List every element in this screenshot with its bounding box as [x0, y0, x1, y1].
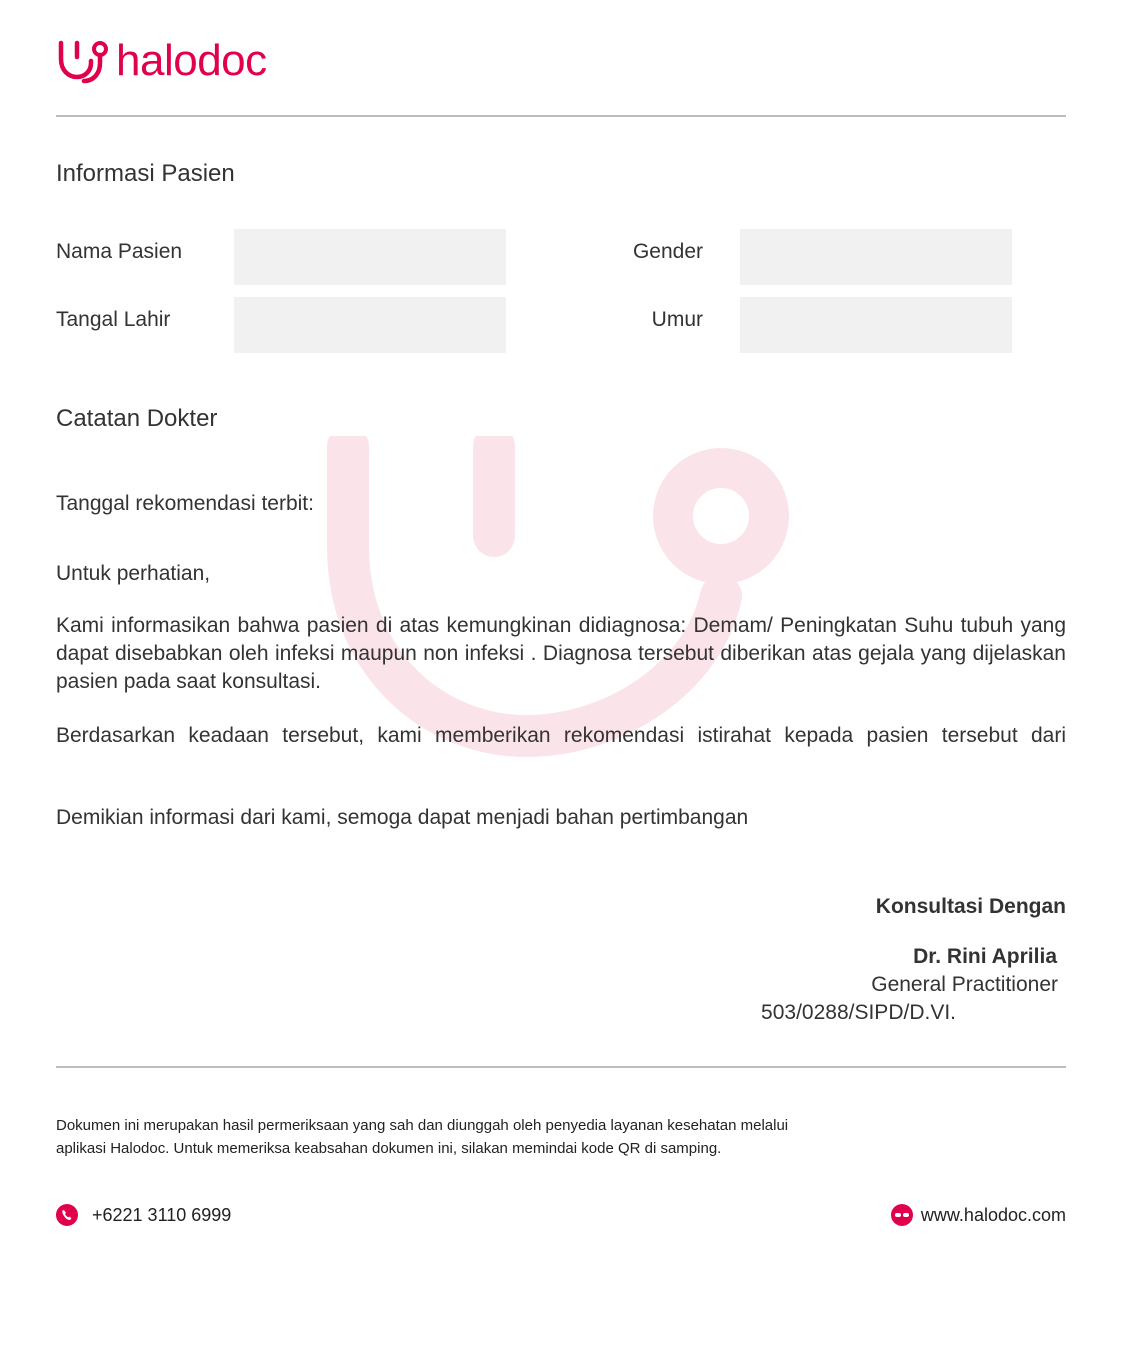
issue-date-label: Tanggal rekomendasi terbit: — [56, 492, 314, 515]
brand-name: halodoc — [116, 36, 267, 85]
doctor-notes-title: Catatan Dokter — [56, 405, 218, 432]
halodoc-logo — [56, 36, 267, 86]
recommendation-paragraph: Berdasarkan keadaan tersebut, kami memberikan rekomendasi istirahat kepada pasien tersebut dari — [56, 724, 1066, 747]
footer-note — [56, 1114, 956, 1160]
patient-name-value — [234, 229, 506, 257]
footer-note-line1: Dokumen ini merupakan hasil permeriksaan yang sah dan diunggah oleh penyedia layanan kesehatan melalui — [56, 1117, 789, 1134]
age-label: Umur — [651, 308, 703, 331]
website-contact[interactable] — [891, 1204, 1066, 1226]
gender-value — [740, 229, 1012, 257]
phone-contact[interactable] — [56, 1204, 231, 1226]
age-field — [740, 297, 1012, 353]
header-divider — [56, 115, 1066, 117]
patient-info-title: Informasi Pasien — [56, 160, 235, 187]
patient-name-field — [234, 229, 506, 285]
doctor-license: 503/0288/SIPD/D.VI. — [761, 1001, 956, 1024]
footer-divider — [56, 1066, 1066, 1068]
gender-field — [740, 229, 1012, 285]
globe-icon — [891, 1204, 913, 1226]
doctor-specialty: General Practitioner — [871, 973, 1058, 996]
phone-icon — [56, 1204, 78, 1226]
dob-value — [234, 297, 506, 325]
gender-label: Gender — [632, 240, 703, 263]
doctor-name: Dr. Rini Aprilia — [913, 945, 1057, 968]
dob-field — [234, 297, 506, 353]
footer-note-line2: aplikasi Halodoc. Untuk memeriksa keabsahan dokumen ini, silakan memindai kode QR di samping. — [56, 1140, 722, 1157]
closing-text: Demikian informasi dari kami, semoga dapat menjadi bahan pertimbangan — [56, 806, 749, 829]
greeting-text: Untuk perhatian, — [56, 562, 211, 585]
patient-name-label: Nama Pasien — [56, 240, 183, 263]
dob-label: Tangal Lahir — [56, 308, 171, 331]
phone-number: +6221 3110 6999 — [92, 1204, 232, 1225]
website-url: www.halodoc.com — [920, 1204, 1066, 1225]
diagnosis-paragraph: Kami informasikan bahwa pasien di atas kemungkinan didiagnosa: Demam/ Peningkatan Suhu tubuh yang dapat disebabkan oleh infeksi maupun non infeksi . Diagnosa tersebut diberikan atas gejala yang dijelaskan pasien pada saat konsultasi. — [56, 614, 1066, 693]
consultation-heading: Konsultasi Dengan — [875, 895, 1066, 918]
stethoscope-icon — [56, 37, 108, 85]
age-value — [740, 297, 1012, 325]
